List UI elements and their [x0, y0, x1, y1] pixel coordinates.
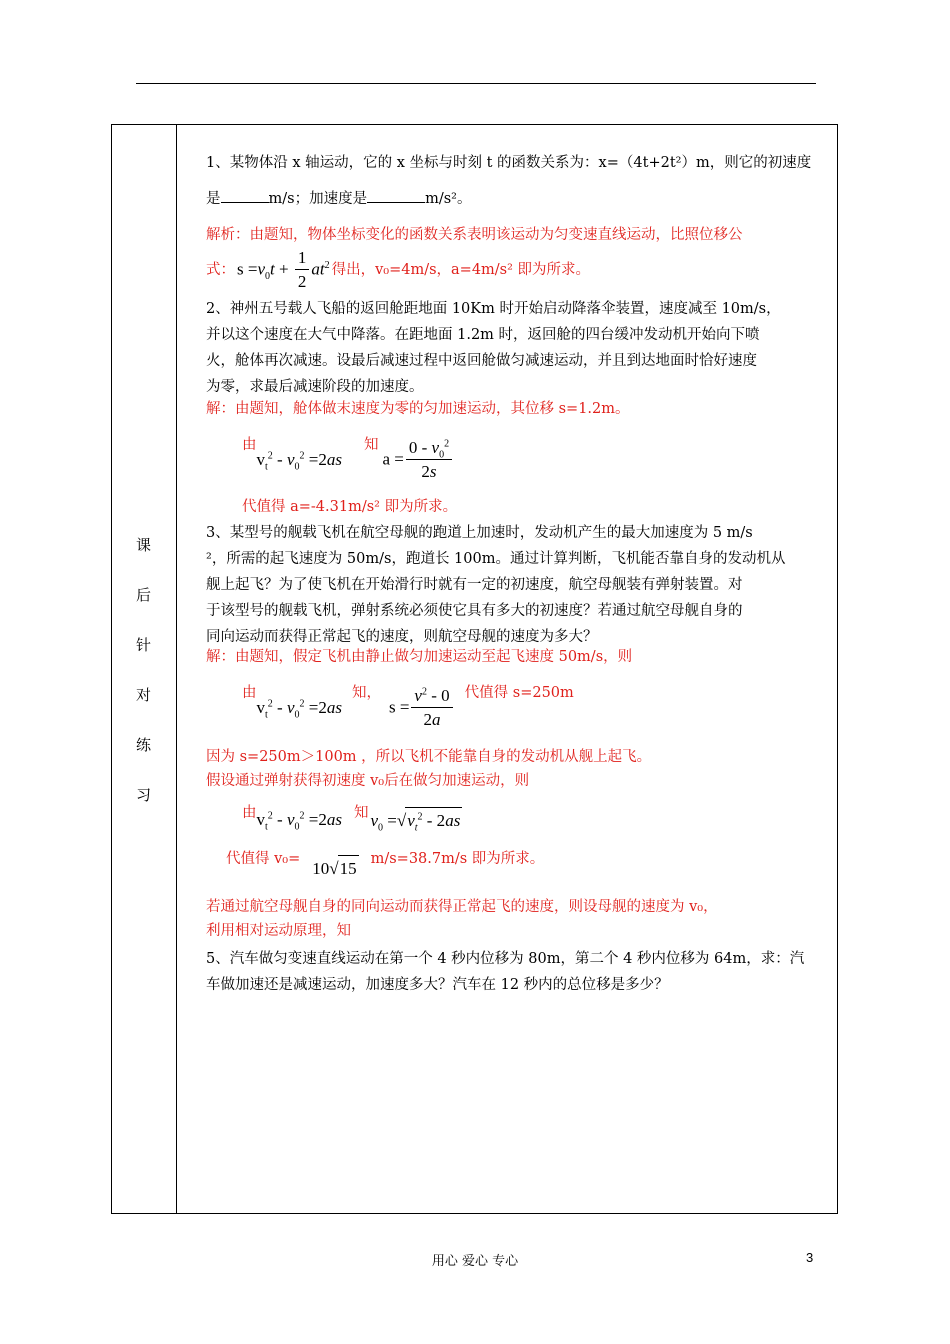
label-char: 针	[135, 636, 151, 654]
value-sqrt: 10√15	[312, 855, 358, 882]
header-rule	[136, 83, 816, 84]
q5-line1: 5、汽车做匀变速直线运动在第一个 4 秒内位移为 80m，第二个 4 秒内位移为 64m，求：汽	[206, 951, 805, 967]
q2-line: 2、神州五号载人飞船的返回舱距地面 10Km 时开始启动降落伞装置，速度减至 10m/s，	[206, 301, 781, 317]
label-char: 习	[135, 786, 151, 804]
formula-kinematic: $v_t^2 - v_0^2 =2as$	[256, 698, 342, 721]
a2-line1: 解：由题知，舱体做末速度为零的匀加速运动，其位移 s=1.2m。	[206, 401, 630, 417]
label-char: 对	[135, 686, 151, 704]
a3-formula-row: 由 $v_t^2 - v_0^2 =2as$ 知， s = $\frac{v^2 - 0}{2a}$ 代值得 s=250m	[242, 680, 574, 736]
formula-displacement: $s =v_0t$ + $\frac{1}{2}$ $at^2$	[237, 247, 330, 291]
q2-line: 为零，求最后减速阶段的加速度。	[206, 379, 424, 395]
page-number: 3	[806, 1250, 814, 1265]
a3-value2: 代值得 v₀= 10√15 m/s=38.7m/s 即为所求。	[226, 846, 544, 882]
formula-kinematic: $v_t^2 - v_0^2 =2as$	[256, 450, 342, 473]
formula-accel: a = $\frac{0 - v_0^2}{2s}$	[382, 437, 454, 484]
a3-formula-row2: 由 $v_t^2 - v_0^2 =2as$ 知 $v_0 =√v_t^2 - 2as$	[242, 805, 461, 833]
q3-line: 舰上起飞？为了使飞机在开始滑行时就有一定的初速度，航空母舰装有弹射装置。对	[206, 577, 743, 593]
a2-formula-row: 由 $v_t^2 - v_0^2 =2as$ 知 a = $\frac{0 - v_0^2}{2s}$	[242, 432, 454, 488]
q1-line1: 1、某物体沿 x 轴运动，它的 x 坐标与时刻 t 的函数关系为：x=（4t+2t²）m，则它的初速度	[206, 155, 812, 171]
a2-result: 代值得 a=-4.31m/s² 即为所求。	[242, 499, 458, 515]
q2-line: 并以这个速度在大气中降落。在距地面 1.2m 时，返回舱的四台缓冲发动机开始向下喷	[206, 327, 760, 343]
footer-motto: 用心 爱心 专心	[431, 1254, 519, 1269]
section-label	[111, 530, 176, 830]
q3-line: 于该型号的舰载飞机，弹射系统必须使它具有多大的初速度？若通过航空母舰自身的	[206, 603, 743, 619]
column-divider	[176, 124, 177, 1214]
formula-distance: s = $\frac{v^2 - 0}{2a}$	[389, 685, 455, 732]
label-char: 后	[135, 586, 151, 604]
a3-last2: 利用相对运动原理，知	[206, 923, 351, 939]
label-char: 课	[135, 536, 151, 554]
formula-initial-velocity: $v_0 =√v_t^2 - 2as$	[370, 807, 462, 834]
q1-line2: 是 m/s；加速度是 m/s²。	[206, 186, 471, 212]
label-char: 练	[135, 736, 151, 754]
a3-last1: 若通过航空母舰自身的同向运动而获得正常起飞的速度，则设母舰的速度为 v₀，	[206, 899, 718, 915]
a3-line1: 解：由题知，假定飞机由静止做匀加速运动至起飞速度 50m/s，则	[206, 649, 633, 665]
q2-line: 火，舱体再次减速。设最后减速过程中返回舱做匀减速运动，并且到达地面时恰好速度	[206, 353, 757, 369]
q3-line: ²，所需的起飞速度为 50m/s，跑道长 100m。通过计算判断，飞机能否靠自身的发动机从	[206, 551, 786, 567]
blank-field	[221, 186, 269, 203]
a1-line1: 解析：由题知，物体坐标变化的函数关系表明该运动为匀变速直线运动，比照位移公	[206, 227, 743, 243]
q3-line: 同向运动而获得正常起飞的速度，则航空母舰的速度为多大？	[206, 629, 598, 645]
formula-kinematic: $v_t^2 - v_0^2 =2as$	[256, 810, 342, 833]
q3-line: 3、某型号的舰载飞机在航空母舰的跑道上加速时，发动机产生的最大加速度为 5 m/s	[206, 525, 753, 541]
blank-field	[367, 186, 425, 203]
a1-line2: 式： $s =v_0t$ + $\frac{1}{2}$ $at^2$ 得出，v₀=4m/s，a=4m/s² 即为所求。	[206, 250, 590, 290]
a3-because: 因为 s=250m＞100m ，所以飞机不能靠自身的发动机从舰上起飞。	[206, 749, 652, 765]
a3-assume: 假设通过弹射获得初速度 v₀后在做匀加速运动，则	[206, 773, 530, 789]
q5-line2: 车做加速还是减速运动，加速度多大？汽车在 12 秒内的总位移是多少？	[206, 977, 669, 993]
